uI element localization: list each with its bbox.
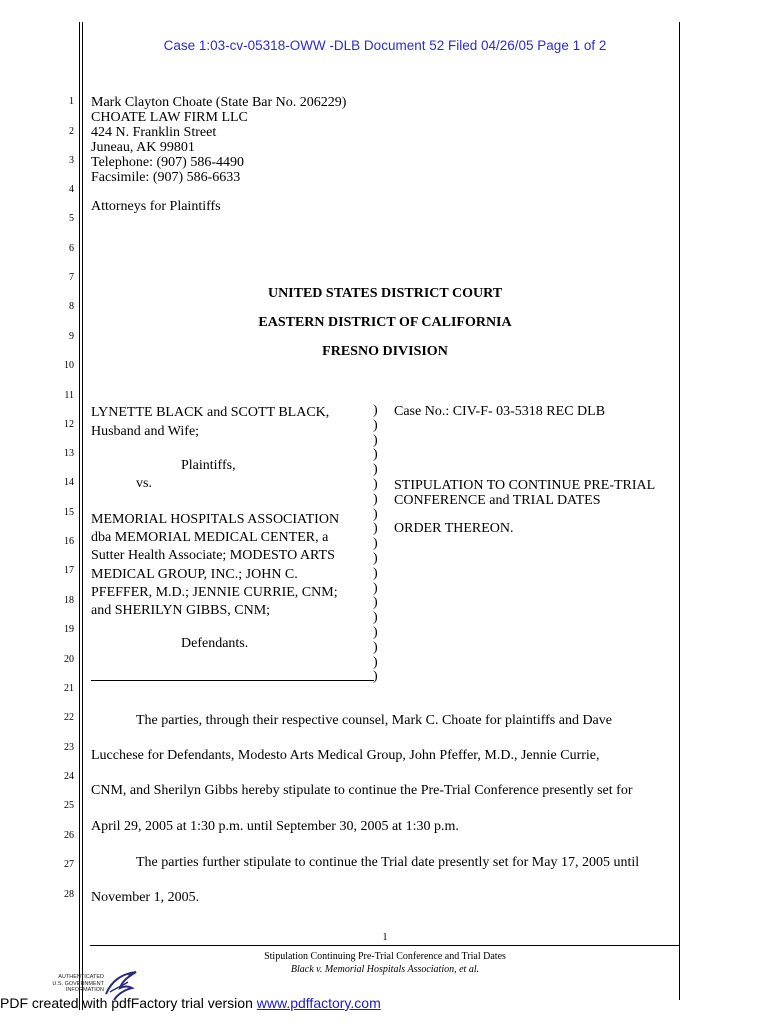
line-number: 8	[69, 301, 74, 312]
seal-line: AUTHENTICATED	[58, 974, 104, 980]
seal-line: INFORMATION	[65, 987, 104, 993]
line-number: 24	[64, 771, 74, 782]
case-header: Case 1:03-cv-05318-OWW -DLB Document 52 Filed 04/26/05 Page 1 of 2	[163, 38, 607, 53]
line-number: 21	[64, 683, 74, 694]
watermark-text: PDF created with pdfFactory trial version	[0, 995, 257, 1011]
paren: )	[373, 417, 378, 433]
telephone: Telephone: (907) 586-4490	[91, 155, 244, 170]
plaintiffs-line: LYNETTE BLACK and SCOTT BLACK,	[91, 405, 330, 420]
body-p1-line-4: April 29, 2005 at 1:30 p.m. until September 30, 2005 at 1:30 p.m.	[91, 819, 459, 834]
court-district: EASTERN DISTRICT OF CALIFORNIA	[258, 315, 512, 330]
pdffactory-watermark	[0, 995, 381, 1011]
court-name: UNITED STATES DISTRICT COURT	[267, 286, 503, 301]
line-number: 3	[69, 155, 74, 166]
paren: )	[373, 476, 378, 492]
body-p2-line-2: November 1, 2005.	[91, 890, 200, 905]
seal-text	[38, 974, 104, 994]
body-p1-line-2: Lucchese for Defendants, Modesto Arts Medical Group, John Pfeffer, M.D., Jennie Currie,	[91, 748, 600, 763]
line-number: 28	[64, 889, 74, 900]
line-number: 22	[64, 712, 74, 723]
court-division: FRESNO DIVISION	[322, 344, 448, 359]
plaintiffs-line: Husband and Wife;	[91, 424, 200, 439]
paren: )	[373, 447, 378, 463]
defendants-label: Defendants.	[181, 636, 249, 651]
street-address: 424 N. Franklin Street	[91, 125, 217, 140]
defendants-names	[91, 511, 339, 620]
paren: )	[373, 669, 378, 685]
footer-title: Stipulation Continuing Pre-Trial Conference and Trial Dates	[264, 951, 506, 962]
page-number: 1	[382, 932, 388, 943]
document-title	[394, 478, 680, 508]
case-number: Case No.: CIV-F- 03-5318 REC DLB	[394, 404, 606, 419]
pdffactory-link[interactable]: www.pdffactory.com	[256, 995, 381, 1011]
footer-case-name: Black v. Memorial Hospitals Association, et al.	[290, 964, 480, 975]
paren: )	[373, 491, 378, 507]
plaintiffs-label: Plaintiffs,	[181, 458, 236, 473]
line-number: 14	[64, 477, 74, 488]
versus-label: vs.	[136, 476, 152, 491]
paren: )	[373, 580, 378, 596]
paren: )	[373, 624, 378, 640]
paren: )	[373, 639, 378, 655]
line-number: 9	[69, 331, 74, 342]
order-label: ORDER THEREON.	[394, 521, 514, 536]
attorney-block	[91, 95, 346, 185]
line-number: 19	[64, 624, 74, 635]
defendants-line: PFEFFER, M.D.; JENNIE CURRIE, CNM;	[91, 584, 338, 600]
paren: )	[373, 536, 378, 552]
line-number: 7	[69, 272, 74, 283]
body-p1-line-1: The parties, through their respective counsel, Mark C. Choate for plaintiffs and Dave	[136, 713, 612, 728]
body-p2-line-1: The parties further stipulate to continue the Trial date presently set for May 17, 2005 until	[136, 855, 640, 870]
left-margin-rule-outer	[79, 22, 80, 1010]
facsimile: Facsimile: (907) 586-6633	[91, 170, 241, 185]
plaintiffs-names	[91, 403, 329, 441]
line-number: 2	[69, 126, 74, 137]
line-number: 18	[64, 595, 74, 606]
defendants-line: dba MEMORIAL MEDICAL CENTER, a	[91, 530, 329, 546]
line-number: 10	[64, 360, 74, 371]
defendants-line: MEMORIAL HOSPITALS ASSOCIATION	[91, 512, 340, 527]
line-number: 16	[64, 536, 74, 547]
line-number: 4	[69, 184, 74, 195]
right-margin-rule	[679, 22, 680, 1000]
caption-underline	[91, 680, 374, 681]
document-title-line: CONFERENCE and TRIAL DATES	[394, 493, 601, 508]
law-firm: CHOATE LAW FIRM LLC	[91, 110, 248, 125]
caption-paren-column	[373, 404, 383, 685]
defendants-line: and SHERILYN GIBBS, CNM;	[91, 603, 271, 619]
paren: )	[373, 521, 378, 537]
line-number: 17	[64, 565, 74, 576]
defendants-line: Sutter Health Associate; MODESTO ARTS	[91, 548, 335, 564]
line-number: 5	[69, 213, 74, 224]
line-number: 23	[64, 742, 74, 753]
paren: )	[373, 506, 378, 522]
defendants-line: MEDICAL GROUP, INC.; JOHN C.	[91, 566, 298, 582]
attorney-role: Attorneys for Plaintiffs	[91, 199, 221, 214]
line-number: 20	[64, 654, 74, 665]
paren: )	[373, 432, 378, 448]
seal-line: U.S. GOVERNMENT	[52, 980, 104, 987]
line-number: 6	[69, 243, 74, 254]
line-number: 27	[64, 859, 74, 870]
city-state-zip: Juneau, AK 99801	[91, 140, 195, 155]
left-margin-rule-inner	[82, 22, 83, 1010]
paren: )	[373, 550, 378, 566]
body-p1-line-3: CNM, and Sherilyn Gibbs hereby stipulate to continue the Pre-Trial Conference presently set for	[91, 783, 633, 798]
paren: )	[373, 403, 378, 418]
line-number: 25	[64, 800, 74, 811]
line-number: 15	[64, 507, 74, 518]
paren: )	[373, 462, 378, 478]
line-number: 1	[69, 96, 74, 107]
line-number: 12	[64, 419, 74, 430]
paren: )	[373, 595, 378, 611]
line-number: 11	[64, 390, 74, 401]
paren: )	[373, 654, 378, 670]
attorney-name: Mark Clayton Choate (State Bar No. 206229)	[91, 95, 347, 110]
footer-rule	[90, 945, 680, 946]
line-number: 13	[64, 448, 74, 459]
paren: )	[373, 565, 378, 581]
document-title-line: STIPULATION TO CONTINUE PRE-TRIAL	[394, 478, 656, 493]
line-number: 26	[64, 830, 74, 841]
paren: )	[373, 610, 378, 626]
